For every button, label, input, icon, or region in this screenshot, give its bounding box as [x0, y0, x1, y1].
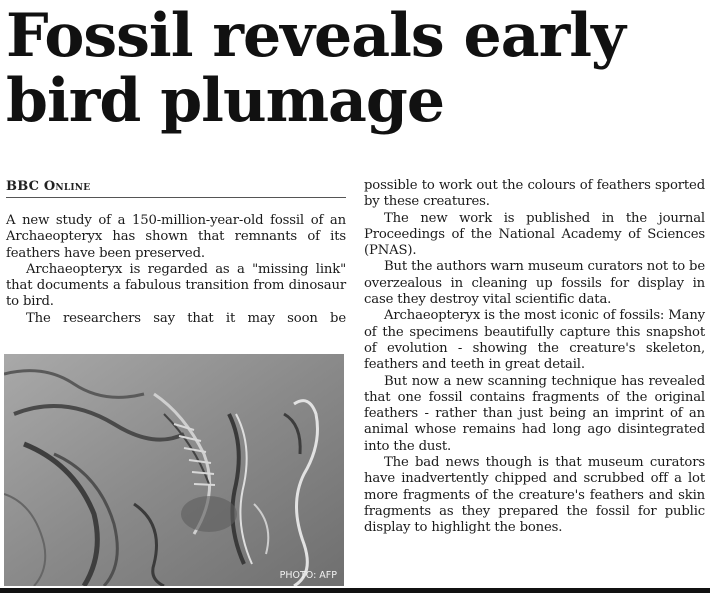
bottom-rule — [0, 588, 710, 593]
headline-line-1: Fossil reveals early — [6, 1, 625, 71]
byline-text: BBC Online — [6, 179, 91, 194]
fossil-image — [4, 354, 344, 586]
byline — [6, 179, 346, 198]
paragraph: But the authors warn museum curators not to be overzealous in cleaning up fossils for display in case they destroy vital scientific data. — [364, 259, 705, 308]
paragraph: The bad news though is that museum curators have inadvertently chipped and scrubbed off a lot more fragments of the creature's feathers and skin fragments as they prepared the fossil for public display to highlight the bones. — [364, 455, 705, 536]
paragraph: Archaeopteryx is the most iconic of fossils: Many of the specimens beautifully capture this snapshot of evolution - showing the creature's skeleton, feathers and teeth in great detail. — [364, 308, 705, 373]
article-column-left — [6, 213, 346, 327]
headline — [6, 1, 706, 136]
paragraph: possible to work out the colours of feathers sported by these creatures. — [364, 178, 705, 210]
paragraph: The researchers say that it may soon be — [26, 310, 346, 326]
headline-line-2: bird plumage — [6, 66, 445, 136]
photo-credit: PHOTO: AFP — [279, 570, 337, 581]
paragraph: Archaeopteryx is regarded as a "missing link" that documents a fabulous transition from dinosaur to bird. — [6, 261, 346, 310]
paragraph: The new work is published in the journal Proceedings of the National Academy of Sciences (PNAS). — [364, 210, 705, 259]
fossil-photo — [4, 354, 344, 586]
paragraph: But now a new scanning technique has revealed that one fossil contains fragments of the original feathers - rather than just being an imprint of an animal whose remains had long ago disintegrated into the dust. — [364, 373, 705, 454]
article-column-right — [364, 178, 705, 537]
paragraph: A new study of a 150-million-year-old fossil of an Archaeopteryx has shown that remnants of its feathers have been preserved. — [6, 213, 346, 261]
